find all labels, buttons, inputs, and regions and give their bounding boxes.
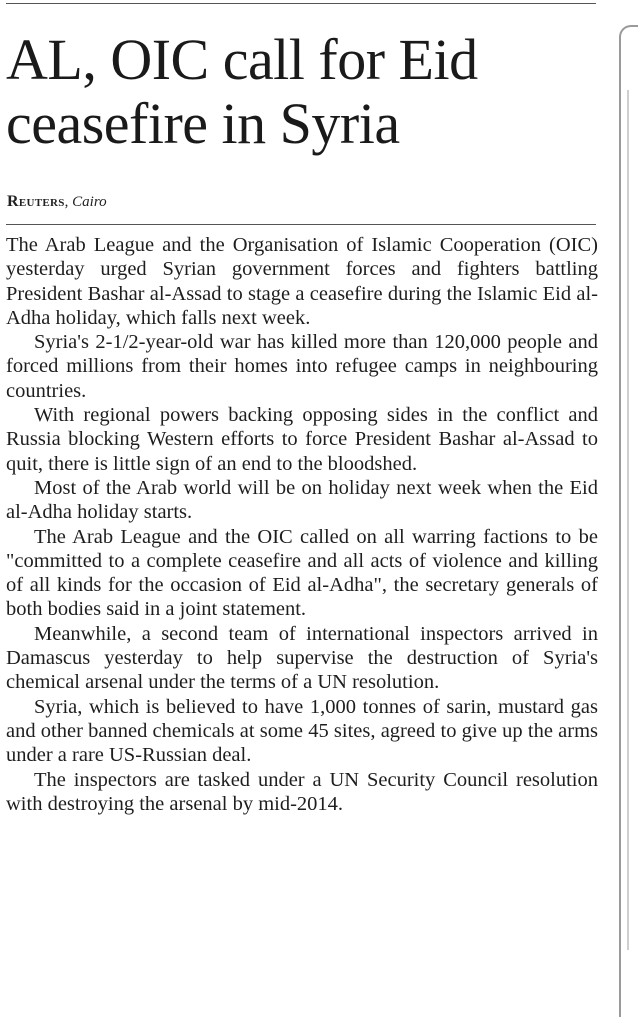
headline: AL, OIC call for Eid ceasefire in Syria [6, 27, 478, 156]
byline [7, 192, 107, 212]
byline-rule [6, 224, 596, 225]
byline-separator: , [64, 194, 73, 210]
article-paragraph: Meanwhile, a second team of international inspectors arrived in Damascus yesterday to help supervise the destruction of Syria's chemical arsenal under the terms of a UN resolution. [6, 622, 598, 694]
article-body [6, 233, 598, 816]
article-paragraph: The inspectors are tasked under a UN Security Council resolution with destroying the arsenal by mid-2014. [6, 768, 598, 815]
byline-city: Cairo [72, 194, 107, 210]
article-paragraph: The Arab League and the OIC called on all warring factions to be "committed to a complete ceasefire and all acts of violence and killing of all kinds for the occasion of Eid al-Adha", the secretary generals of both bodies said in a joint statement. [6, 525, 598, 621]
article-paragraph: Syria's 2-1/2-year-old war has killed more than 120,000 people and forced millions from their homes into refugee camps in neighbouring countries. [6, 331, 598, 402]
article-paragraph: Syria, which is believed to have 1,000 tonnes of sarin, mustard gas and other banned chemicals at some 45 sites, agreed to give up the arms under a rare US-Russian deal. [6, 695, 598, 767]
article-paragraph: With regional powers backing opposing sides in the conflict and Russia blocking Western efforts to force President Bashar al-Assad to quit, there is little sign of an end to the bloodshed. [6, 404, 598, 475]
article-paragraph: Most of the Arab world will be on holiday next week when the Eid al-Adha holiday starts. [6, 476, 598, 524]
byline-agency: Reuters [7, 193, 65, 210]
article-paragraph: The Arab League and the Organisation of Islamic Cooperation (OIC) yesterday urged Syrian government forces and fighters battling President Bashar al-Assad to stage a ceasefire during the Islamic Eid al-Adha holiday, which falls next week. [6, 234, 598, 329]
adjacent-column-shadow [627, 90, 629, 950]
top-rule [6, 3, 596, 4]
